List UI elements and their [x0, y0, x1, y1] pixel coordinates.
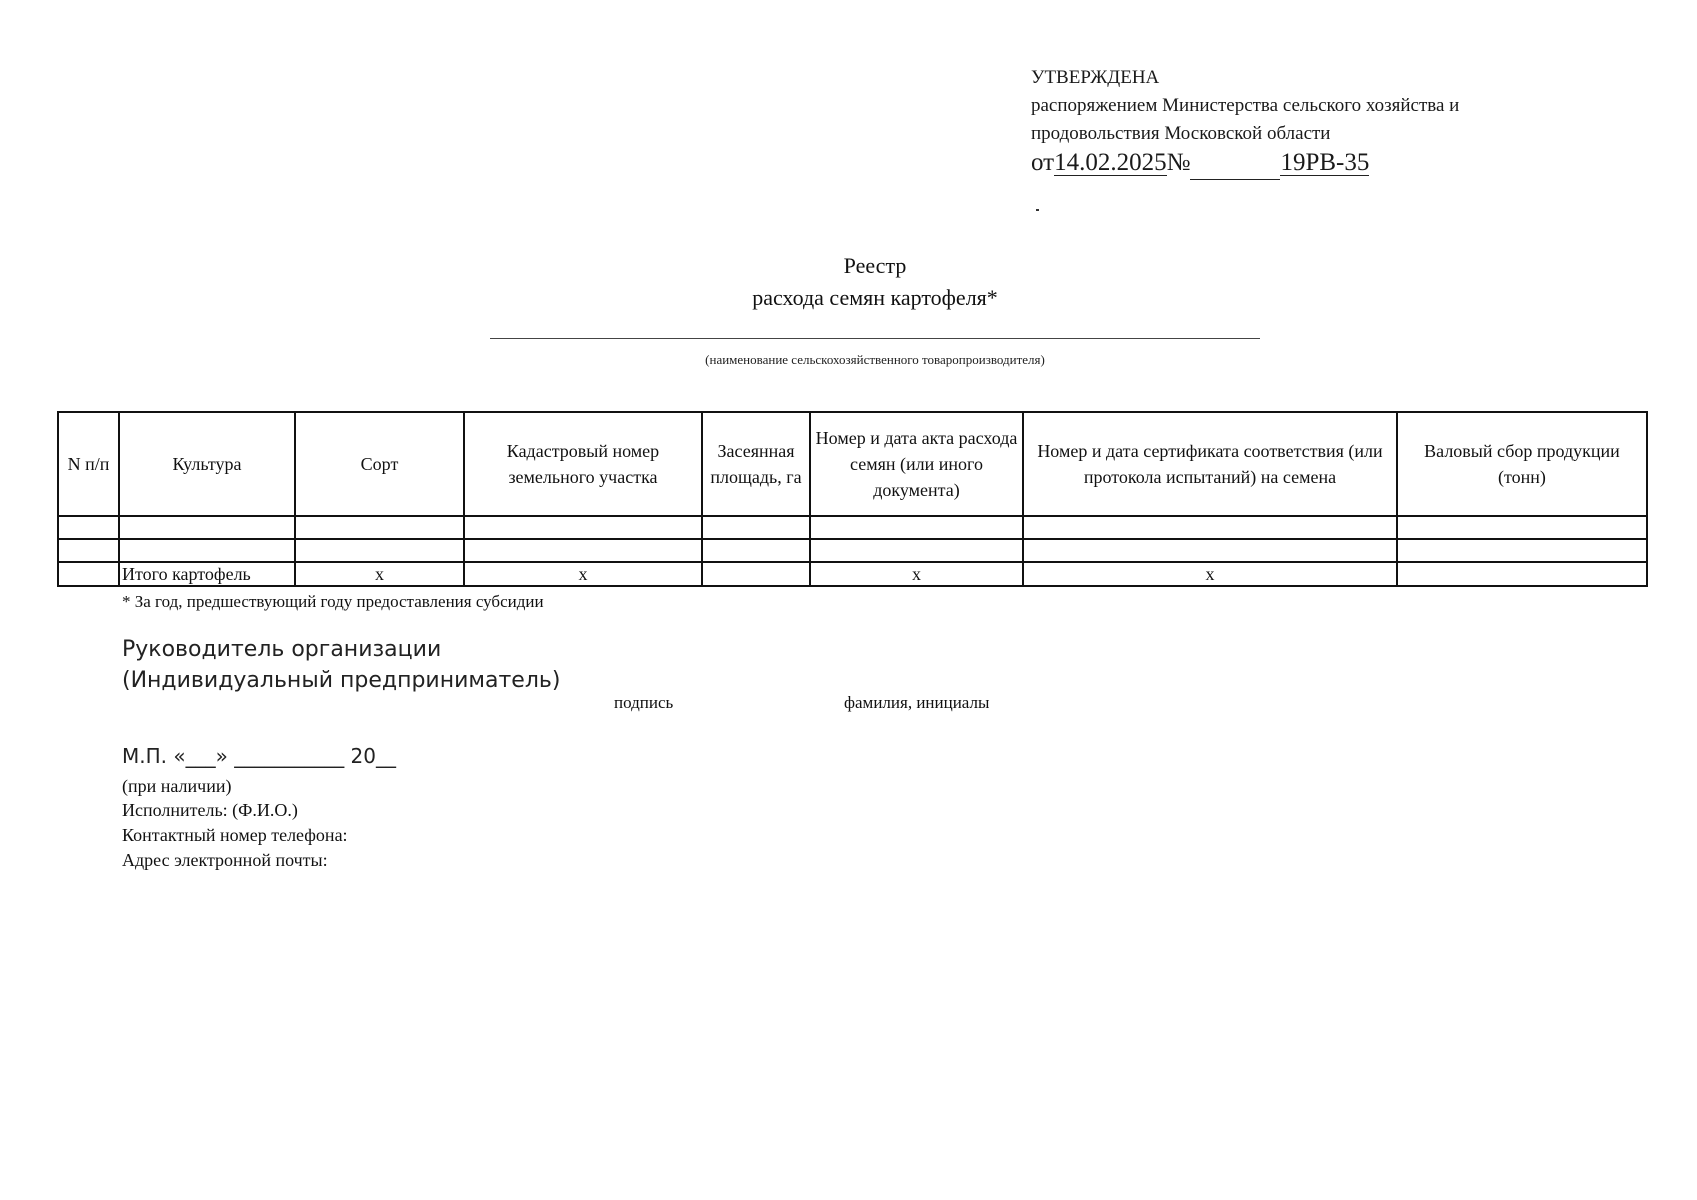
total-cell-variety: x: [295, 562, 464, 586]
table-cell: [119, 539, 295, 562]
table-cell: [295, 516, 464, 539]
header-cell-crop: Культура: [119, 412, 295, 516]
header-cell-certificate: Номер и дата сертификата соответствия (или протокола испытаний) на семена: [1023, 412, 1397, 516]
approval-date: 14.02.2025: [1054, 149, 1167, 176]
table-cell: [1397, 539, 1647, 562]
document-subtitle: расхода семян картофеля*: [752, 285, 998, 310]
table-cell: [702, 516, 810, 539]
total-cell-harvest: [1397, 562, 1647, 586]
table-cell: [464, 516, 702, 539]
table-row: [58, 539, 1647, 562]
total-cell-act: x: [810, 562, 1023, 586]
phone-line: Контактный номер телефона:: [122, 825, 348, 845]
approval-line-1: распоряжением Министерства сельского хозяйства и: [1031, 95, 1460, 116]
header-cell-number: N п/п: [58, 412, 119, 516]
stamp-date-line: М.П. «___» ___________ 20__: [122, 744, 397, 768]
approval-date-row: [1031, 146, 1459, 180]
table-cell: [810, 516, 1023, 539]
stamp-presence-note: (при наличии): [122, 776, 232, 796]
table-total-row: [58, 562, 1647, 586]
total-cell-label: Итого картофель: [119, 562, 295, 586]
approval-line-2: продовольствия Московской области: [1031, 123, 1331, 144]
signatory-role-line-2: (Индивидуальный предприниматель): [122, 668, 561, 693]
producer-name-hint: (наименование сельскохозяйственного товаропроизводителя): [705, 352, 1045, 367]
approval-number-blank: [1190, 157, 1280, 180]
email-line: Адрес электронной почты:: [122, 850, 328, 870]
total-cell-area: [702, 562, 810, 586]
header-cell-variety: Сорт: [295, 412, 464, 516]
approval-date-prefix: от: [1031, 149, 1055, 176]
producer-name-line: [490, 338, 1260, 339]
total-cell-cadastral: x: [464, 562, 702, 586]
header-cell-harvest: Валовый сбор продукции (тонн): [1397, 412, 1647, 516]
table-row: [58, 516, 1647, 539]
executor-line: Исполнитель: (Ф.И.О.): [122, 800, 298, 820]
table-cell: [295, 539, 464, 562]
document-title: Реестр: [843, 253, 907, 278]
header-cell-cadastral: Кадастровый номер земельного участка: [464, 412, 702, 516]
table-header-row: [58, 412, 1647, 516]
approval-heading: УТВЕРЖДЕНА: [1031, 67, 1160, 88]
signatory-role-line-1: Руководитель организации: [122, 637, 442, 662]
total-cell-number: [58, 562, 119, 586]
table-cell: [702, 539, 810, 562]
seed-register-table: [57, 411, 1648, 587]
footnote: * За год, предшествующий году предоставления субсидии: [122, 592, 544, 611]
approval-block: [1031, 64, 1459, 180]
table-cell: [810, 539, 1023, 562]
name-caption: фамилия, инициалы: [844, 693, 990, 712]
table-cell: [464, 539, 702, 562]
signature-caption: подпись: [614, 693, 674, 712]
total-cell-certificate: x: [1023, 562, 1397, 586]
header-cell-act: Номер и дата акта расхода семян (или иного документа): [810, 412, 1023, 516]
table-cell: [1023, 516, 1397, 539]
table-cell: [58, 516, 119, 539]
approval-number-sign: №: [1166, 149, 1191, 176]
scan-dot: [1036, 209, 1039, 211]
table-cell: [58, 539, 119, 562]
approval-number: 19РВ-35: [1280, 149, 1370, 176]
header-cell-area: Засеянная площадь, га: [702, 412, 810, 516]
table-cell: [1397, 516, 1647, 539]
table-cell: [1023, 539, 1397, 562]
table-cell: [119, 516, 295, 539]
